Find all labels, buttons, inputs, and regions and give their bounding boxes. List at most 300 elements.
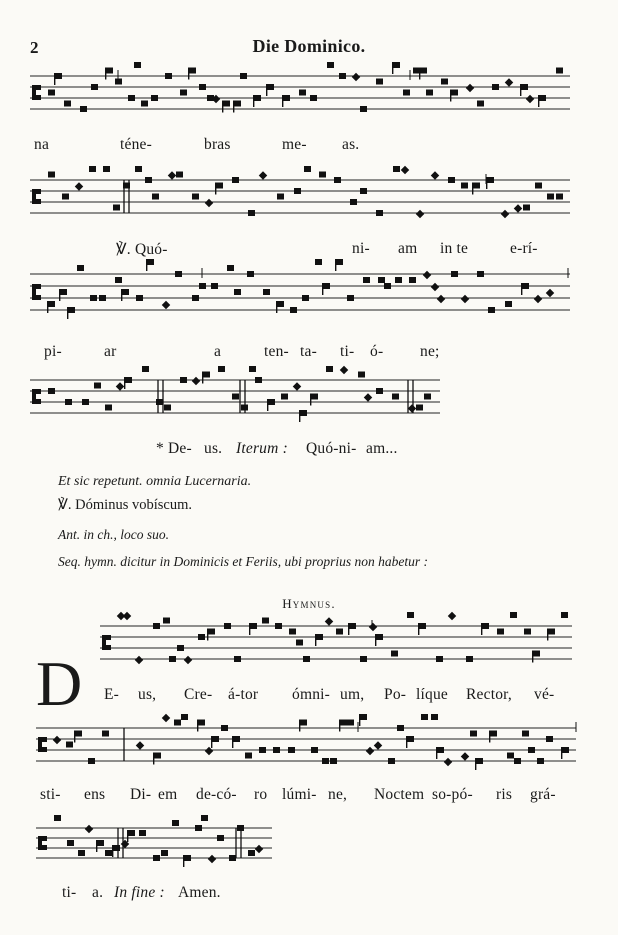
neume-square xyxy=(315,259,322,265)
neume-square xyxy=(339,73,346,79)
clef-mark xyxy=(106,635,111,640)
neume-stem xyxy=(54,73,55,85)
neume-square xyxy=(310,95,317,101)
neume-square xyxy=(208,629,215,635)
syllable: Di- xyxy=(130,786,152,803)
neume-square xyxy=(376,634,383,640)
neume-square xyxy=(477,271,484,277)
neume-square xyxy=(477,101,484,107)
neume-square xyxy=(175,271,182,277)
syllable: ó- xyxy=(370,343,384,360)
syllable: em xyxy=(158,786,178,803)
hymn-heading: Hymnus. xyxy=(282,596,336,611)
neume-square xyxy=(419,623,426,629)
neume-rhombus xyxy=(437,295,445,303)
neume-square xyxy=(290,307,297,313)
neume-square xyxy=(223,101,230,107)
music-staff-3 xyxy=(30,266,570,332)
neume-square xyxy=(476,758,483,764)
neume-stem xyxy=(183,855,184,867)
rubric-line-3: Ant. in ch., loco suo. xyxy=(58,527,169,542)
neume-square xyxy=(128,95,135,101)
neume-square xyxy=(199,84,206,90)
neume-square xyxy=(80,106,87,112)
neume-square xyxy=(106,68,113,74)
neume-square xyxy=(221,725,228,731)
neume-stem xyxy=(67,307,68,319)
neume-stem xyxy=(215,183,216,195)
syllable: me- xyxy=(282,136,307,153)
neume-square xyxy=(234,656,241,662)
neume-square xyxy=(528,747,535,753)
neume-square xyxy=(227,265,234,271)
neume-square xyxy=(249,366,256,372)
neume-square xyxy=(267,84,274,90)
neume-rhombus xyxy=(259,171,267,179)
neume-square xyxy=(376,79,383,85)
neume-square xyxy=(311,747,318,753)
neume-square xyxy=(376,210,383,216)
clef-mark xyxy=(42,737,47,742)
neume-square xyxy=(211,283,218,289)
neume-square xyxy=(136,295,143,301)
clef-mark xyxy=(36,295,41,300)
neume-square xyxy=(174,720,181,726)
music-staff-4 xyxy=(30,374,440,430)
hymn-staff-1 xyxy=(100,620,572,676)
syllable-italic: Iterum : xyxy=(236,440,288,457)
clef-mark xyxy=(36,389,41,394)
neume-square xyxy=(363,277,370,283)
neume-square xyxy=(156,399,163,405)
neume-square xyxy=(436,656,443,662)
neume-square xyxy=(145,177,152,183)
neume-square xyxy=(275,623,282,629)
neume-square xyxy=(283,95,290,101)
syllable: téne- xyxy=(120,136,152,153)
running-title: Die Dominico. xyxy=(252,36,366,56)
neume-stem xyxy=(266,84,267,96)
neume-stem xyxy=(538,95,539,107)
syllable: vé- xyxy=(534,686,555,703)
neume-square xyxy=(125,377,132,383)
neume-square xyxy=(413,68,420,74)
neume-square xyxy=(497,629,504,635)
neume-square xyxy=(488,307,495,313)
syllable: ne, xyxy=(328,786,348,803)
neume-rhombus xyxy=(53,736,61,744)
syllable: ti- xyxy=(62,884,77,901)
neume-square xyxy=(99,295,106,301)
neume-stem xyxy=(233,101,234,113)
neume-stem xyxy=(74,731,75,743)
neume-square xyxy=(304,166,311,172)
neume-square xyxy=(505,301,512,307)
neume-square xyxy=(113,845,120,851)
neume-rhombus xyxy=(205,747,213,755)
neume-square xyxy=(68,307,75,313)
lyrics-line-3 xyxy=(0,343,618,365)
neume-square xyxy=(198,634,205,640)
neume-square xyxy=(113,205,120,211)
neume-square xyxy=(360,714,367,720)
hymn-staff-2 xyxy=(36,722,576,778)
neume-square xyxy=(347,720,354,726)
clef-mark xyxy=(42,836,47,841)
neume-square xyxy=(181,714,188,720)
neume-square xyxy=(303,656,310,662)
syllable: ro xyxy=(254,786,268,803)
neume-rhombus xyxy=(505,78,513,86)
neume-square xyxy=(330,758,337,764)
neume-stem xyxy=(276,301,277,313)
neume-square xyxy=(122,289,129,295)
syllable: de-có- xyxy=(196,786,237,803)
neume-square xyxy=(248,210,255,216)
neume-stem xyxy=(197,720,198,732)
neume-square xyxy=(232,177,239,183)
neume-square xyxy=(199,283,206,289)
neume-square xyxy=(490,731,497,737)
neume-rhombus xyxy=(534,295,542,303)
neume-stem xyxy=(121,289,122,301)
neume-square xyxy=(556,194,563,200)
neume-stem xyxy=(299,720,300,732)
neume-square xyxy=(546,736,553,742)
page-number: 2 xyxy=(30,38,39,57)
neume-square xyxy=(322,758,329,764)
neume-square xyxy=(105,405,112,411)
neume-square xyxy=(437,747,444,753)
neume-square xyxy=(487,177,494,183)
neume-rhombus xyxy=(75,182,83,190)
neume-square xyxy=(326,366,333,372)
neume-square xyxy=(151,95,158,101)
neume-square xyxy=(273,747,280,753)
neume-rhombus xyxy=(255,845,263,853)
neume-square xyxy=(172,820,179,826)
neume-square xyxy=(510,612,517,618)
neume-square xyxy=(561,612,568,618)
neume-square xyxy=(165,73,172,79)
neume-stem xyxy=(153,753,154,765)
neume-square xyxy=(300,720,307,726)
clef-mark xyxy=(42,845,47,850)
neume-square xyxy=(234,289,241,295)
clef-mark xyxy=(36,199,41,204)
neume-rhombus xyxy=(85,825,93,833)
clef-mark xyxy=(36,95,41,100)
neume-square xyxy=(340,720,347,726)
neume-square xyxy=(426,90,433,96)
neume-square xyxy=(376,388,383,394)
neume-square xyxy=(268,399,275,405)
neume-square xyxy=(302,295,309,301)
syllable: Cre- xyxy=(184,686,213,703)
syllable: ómni- xyxy=(292,686,331,703)
neume-square xyxy=(153,855,160,861)
neume-square xyxy=(78,850,85,856)
neume-rhombus xyxy=(168,171,176,179)
neume-square xyxy=(539,95,546,101)
syllable: pi- xyxy=(44,343,62,360)
neume-stem xyxy=(436,747,437,759)
neume-square xyxy=(89,166,96,172)
neume-square xyxy=(262,618,269,624)
neume-stem xyxy=(315,634,316,646)
syllable: lúmi- xyxy=(282,786,317,803)
neume-stem xyxy=(418,623,419,635)
neume-square xyxy=(128,830,135,836)
syllable: grá- xyxy=(530,786,556,803)
neume-rhombus xyxy=(444,758,452,766)
neume-square xyxy=(153,623,160,629)
neume-square xyxy=(407,736,414,742)
neume-stem xyxy=(188,68,189,80)
neume-square xyxy=(299,90,306,96)
neume-square xyxy=(217,835,224,841)
clef-mark xyxy=(102,635,106,650)
neume-stem xyxy=(489,731,490,743)
neume-stem xyxy=(339,720,340,732)
neume-square xyxy=(180,90,187,96)
neume-square xyxy=(562,747,569,753)
neume-square xyxy=(82,399,89,405)
neume-stem xyxy=(406,736,407,748)
syllable: ta- xyxy=(300,343,317,360)
neume-stem xyxy=(520,84,521,96)
hymn-lyrics-line-2 xyxy=(0,786,618,808)
clef-mark xyxy=(32,85,36,100)
neume-square xyxy=(336,629,343,635)
neume-square xyxy=(492,84,499,90)
neume-stem xyxy=(547,629,548,641)
neume-square xyxy=(184,855,191,861)
neume-square xyxy=(141,101,148,107)
syllable: na xyxy=(34,136,50,153)
neume-stem xyxy=(322,283,323,295)
neume-stem xyxy=(532,651,533,663)
neume-square xyxy=(90,295,97,301)
rubric-line-4: Seq. hymn. dicitur in Dominicis et Feriis, ubi proprius non habetur : xyxy=(58,554,428,569)
neume-square xyxy=(441,79,448,85)
neume-square xyxy=(289,629,296,635)
neume-square xyxy=(176,172,183,178)
clef-mark xyxy=(36,399,41,404)
neume-square xyxy=(451,271,458,277)
clef-mark xyxy=(32,284,36,300)
neume-stem xyxy=(202,372,203,384)
neume-rhombus xyxy=(461,295,469,303)
neume-stem xyxy=(207,629,208,641)
neume-square xyxy=(48,301,55,307)
neume-stem xyxy=(561,747,562,759)
neume-square xyxy=(388,758,395,764)
neume-stem xyxy=(112,845,113,857)
neume-square xyxy=(152,194,159,200)
neume-square xyxy=(189,68,196,74)
hymn-staff-3 xyxy=(36,824,272,870)
neume-square xyxy=(466,656,473,662)
neume-square xyxy=(115,277,122,283)
neume-square xyxy=(296,640,303,646)
hymn-lyrics-line-1 xyxy=(0,686,618,708)
neume-square xyxy=(300,410,307,416)
clef-mark xyxy=(42,747,47,752)
neume-square xyxy=(521,84,528,90)
neume-square xyxy=(360,656,367,662)
neume-square xyxy=(180,377,187,383)
syllable: um, xyxy=(340,686,365,703)
syllable: líque xyxy=(416,686,448,703)
syllable: E- xyxy=(104,686,120,703)
neume-square xyxy=(350,199,357,205)
neume-square xyxy=(473,183,480,189)
neume-square xyxy=(259,747,266,753)
neume-square xyxy=(327,62,334,68)
clef-mark xyxy=(38,836,42,850)
neume-square xyxy=(91,84,98,90)
neume-stem xyxy=(335,259,336,271)
neume-square xyxy=(169,656,176,662)
neume-stem xyxy=(481,623,482,635)
neume-square xyxy=(319,172,326,178)
neume-rhombus xyxy=(293,382,301,390)
neume-stem xyxy=(299,410,300,422)
neume-square xyxy=(232,394,239,400)
neume-square xyxy=(105,850,112,856)
syllable: ens xyxy=(84,786,106,803)
neume-stem xyxy=(475,758,476,770)
neume-rhombus xyxy=(526,95,534,103)
lyrics-line-4 xyxy=(0,440,618,462)
neume-stem xyxy=(222,101,223,113)
neume-rhombus xyxy=(208,855,216,863)
syllable: Amen. xyxy=(178,884,221,901)
syllable: Rector, xyxy=(466,686,512,703)
clef-mark xyxy=(32,389,36,404)
neume-square xyxy=(62,194,69,200)
neume-square xyxy=(395,277,402,283)
neume-rhombus xyxy=(416,210,424,218)
neume-square xyxy=(407,612,414,618)
neume-rhombus xyxy=(461,752,469,760)
neume-stem xyxy=(282,95,283,107)
neume-rhombus xyxy=(501,210,509,218)
neume-rhombus xyxy=(514,204,522,212)
neume-square xyxy=(470,731,477,737)
neume-square xyxy=(161,850,168,856)
neume-square xyxy=(263,289,270,295)
neume-square xyxy=(139,830,146,836)
neume-square xyxy=(240,73,247,79)
lyrics-line-1 xyxy=(0,136,618,158)
syllable: á-tor xyxy=(228,686,259,703)
neume-rhombus xyxy=(135,656,143,664)
neume-square xyxy=(421,714,428,720)
clef-mark xyxy=(38,737,42,752)
neume-square xyxy=(142,366,149,372)
neume-square xyxy=(233,736,240,742)
neume-square xyxy=(403,90,410,96)
clef-mark xyxy=(32,189,36,204)
neume-square xyxy=(507,753,514,759)
syllable: sti- xyxy=(40,786,61,803)
neume-square xyxy=(358,372,365,378)
neume-square xyxy=(255,377,262,383)
neume-square xyxy=(537,758,544,764)
syllable: so-pó- xyxy=(432,786,473,803)
neume-square xyxy=(360,106,367,112)
neume-stem xyxy=(375,634,376,646)
neume-square xyxy=(424,394,431,400)
neume-stem xyxy=(253,95,254,107)
syllable: bras xyxy=(204,136,231,153)
neume-square xyxy=(409,277,416,283)
neume-rhombus xyxy=(352,73,360,81)
neume-rhombus xyxy=(448,612,456,620)
neume-square xyxy=(75,731,82,737)
neume-square xyxy=(360,188,367,194)
neume-square xyxy=(523,205,530,211)
neume-square xyxy=(336,259,343,265)
syllable: Po- xyxy=(384,686,407,703)
neume-square xyxy=(451,90,458,96)
neume-square xyxy=(65,399,72,405)
neume-stem xyxy=(267,399,268,411)
syllable: Noctem xyxy=(374,786,425,803)
neume-square xyxy=(229,855,236,861)
neume-square xyxy=(391,651,398,657)
neume-stem xyxy=(359,714,360,726)
neume-square xyxy=(277,194,284,200)
syllable: ti- xyxy=(340,343,355,360)
neume-stem xyxy=(211,736,212,748)
syllable: ten- xyxy=(264,343,289,360)
syllable: am xyxy=(398,240,418,257)
neume-square xyxy=(524,629,531,635)
neume-square xyxy=(192,194,199,200)
neume-rhombus xyxy=(366,747,374,755)
neume-square xyxy=(250,623,257,629)
neume-stem xyxy=(392,62,393,74)
neume-square xyxy=(234,101,241,107)
neume-square xyxy=(201,815,208,821)
syllable: ℣. Quó- xyxy=(116,241,168,258)
neume-stem xyxy=(521,283,522,295)
neume-square xyxy=(281,394,288,400)
neume-square xyxy=(448,177,455,183)
neume-square xyxy=(55,73,62,79)
syllable: am... xyxy=(366,440,398,457)
neume-stem xyxy=(96,840,97,852)
neume-square xyxy=(461,183,468,189)
neume-stem xyxy=(124,377,125,389)
neume-square xyxy=(349,623,356,629)
syllable: e-rí- xyxy=(510,240,538,257)
lyrics-line-2 xyxy=(0,240,618,262)
neume-square xyxy=(94,383,101,389)
syllable: us, xyxy=(138,686,157,703)
neume-square xyxy=(48,90,55,96)
neume-rhombus xyxy=(466,84,474,92)
syllable: a xyxy=(214,343,222,360)
neume-rhombus xyxy=(374,741,382,749)
clef-mark xyxy=(36,189,41,194)
neume-square xyxy=(177,645,184,651)
neume-rhombus xyxy=(123,612,131,620)
neume-rhombus xyxy=(423,271,431,279)
